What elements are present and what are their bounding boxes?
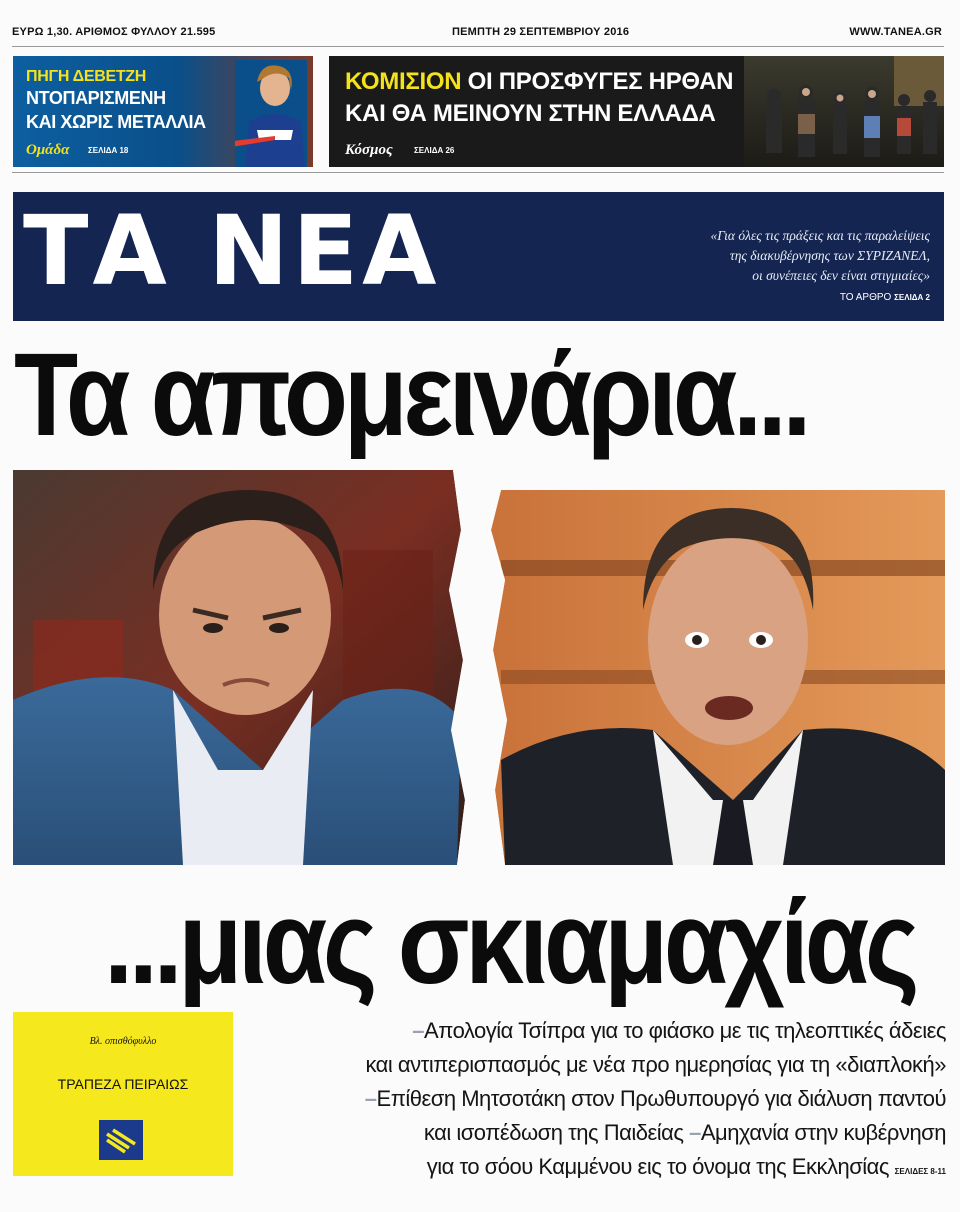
bank-logo-icon [99,1120,143,1160]
deck-line-3 [250,1082,946,1116]
teaser-world-line1 [345,68,733,96]
mid-rule [12,172,944,173]
quote-line-3: οι συνέπειες δεν είναι στιγμιαίες» [752,268,930,283]
price-and-issue: ΕΥΡΩ 1,30. ΑΡΙΘΜΟΣ ΦΥΛΛΟΥ 21.595 [12,26,216,38]
deck-text-1: Απολογία Τσίπρα για το φιάσκο με τις τηλεοπτικές άδειες [424,1018,946,1043]
deck-pages[interactable]: ΣΕΛΙΔΕΣ 8-11 [894,1167,946,1176]
ad-note: Βλ. οπισθόφυλλο [89,1036,157,1047]
top-rule [12,46,944,47]
quote-line-1: «Για όλες τις πράξεις και τις παραλείψεις [710,228,930,243]
headline-deck [250,1014,946,1189]
website-link[interactable]: WWW.TANEA.GR [849,26,942,38]
deck-bullet: – [412,1018,425,1043]
editorial-reference[interactable] [840,292,930,303]
athlete-photo [235,60,307,167]
teaser-sports-page: ΣΕΛΙΔΑ 18 [88,146,129,155]
main-headline-part1: Τα απομεινάρια... [14,329,808,461]
newspaper-logo: ΤΑ ΝΕΑ [23,195,441,307]
teaser-world-page: ΣΕΛΙΔΑ 26 [414,146,455,155]
teaser-sports-line2: ΝΤΟΠΑΡΙΣΜΕΝΗ [26,88,166,108]
deck-text-4b: Αμηχανία στην κυβέρνηση [700,1120,946,1145]
issue-date: ΠΕΜΠΤΗ 29 ΣΕΠΤΕΜΒΡΙΟΥ 2016 [452,26,630,38]
deck-line-4 [250,1116,946,1150]
bank-name: ΤΡΑΠΕΖΑ ΠΕΙΡΑΙΩΣ [57,1076,189,1092]
editorial-ref-page: ΣΕΛΙΔΑ 2 [894,293,930,302]
teaser-sports-line3: ΚΑΙ ΧΩΡΙΣ ΜΕΤΑΛΛΙΑ [26,112,206,132]
bank-advertisement[interactable] [13,1012,233,1176]
deck-bullet: – [364,1086,377,1111]
editorial-quote [600,226,930,286]
teaser-sports-section: Ομάδα [26,142,70,158]
deck-text-4a: και ισοπέδωση της Παιδείας [423,1120,684,1145]
deck-bullet: – [689,1120,701,1145]
right-mouth [705,696,753,720]
deck-text-3: Επίθεση Μητσοτάκη στον Πρωθυπουργό για διάλυση παντού [376,1086,946,1111]
teaser-sports[interactable] [13,56,313,167]
left-face [159,515,331,715]
teaser-world-line1-rest: ΟΙ ΠΡΟΣΦΥΓΕΣ ΗΡΘΑΝ [461,68,734,95]
masthead [13,192,944,321]
deck-line-5 [250,1150,946,1189]
quote-line-2: της διακυβέρνησης των ΣΥΡΙΖΑΝΕΛ, [729,248,930,263]
deck-line-2: και αντιπερισπασμός με νέα προ ημερησίας για τη «διαπλοκή» [365,1052,946,1077]
lead-photos [13,470,945,865]
teaser-world-section: Κόσμος [345,142,393,158]
deck-line-1 [250,1014,946,1048]
teaser-sports-name: ΠΗΓΗ ΔΕΒΕΤΖΗ [26,68,147,85]
refugees-photo [744,56,944,167]
top-info-bar [12,26,942,42]
editorial-ref-label: ΤΟ ΑΡΘΡΟ [839,292,892,303]
teaser-world[interactable] [329,56,944,167]
teaser-world-line2: ΚΑΙ ΘΑ ΜΕΙΝΟΥΝ ΣΤΗΝ ΕΛΛΑΔΑ [345,100,716,127]
main-headline-part2: ...μιας σκιαμαχίας [104,877,915,1009]
teaser-world-accent: ΚΟΜΙΣΙΟΝ [345,68,462,95]
deck-text-5: για το σόου Καμμένου εις το όνομα της Εκκλησίας [426,1154,889,1179]
